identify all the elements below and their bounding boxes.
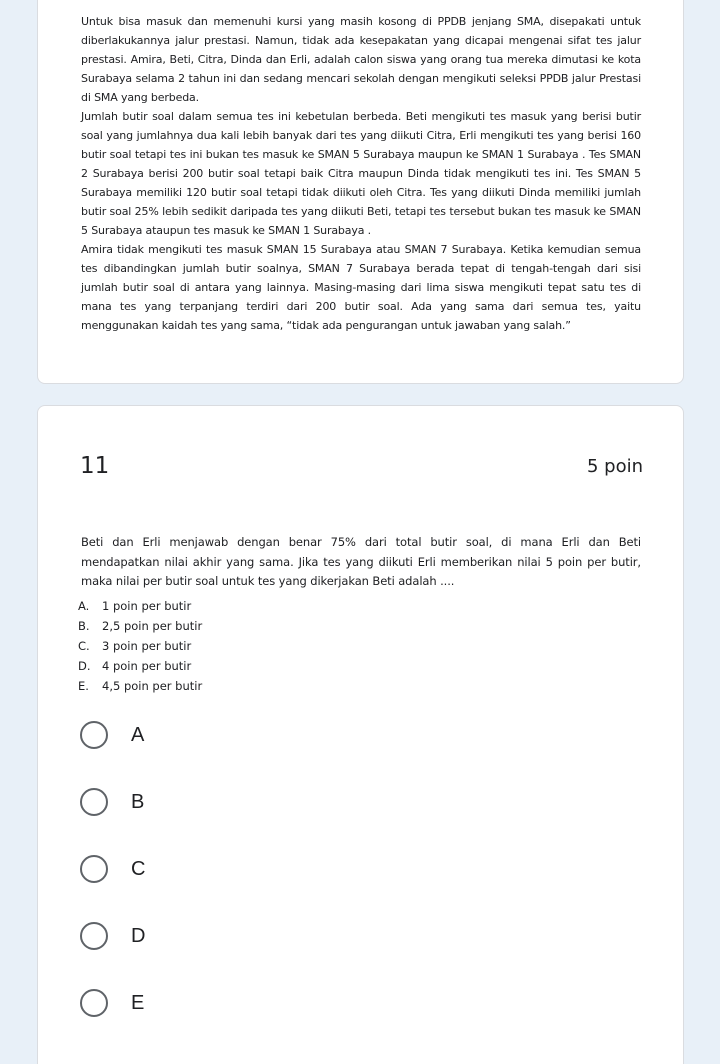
question-text: Beti dan Erli menjawab dengan benar 75% dari total butir soal, di mana Erli dan Beti mendapatkan nilai akhir yang sama. Jika tes yang diikuti Erli memberikan nilai 5 poin per butir, maka nilai per butir soal untuk tes yang dikerjakan Beti adalah .... <box>81 535 641 588</box>
choice-item <box>78 676 202 696</box>
question-card <box>37 405 684 1064</box>
choice-item <box>78 596 202 616</box>
radio-unchecked-icon[interactable] <box>80 855 108 883</box>
choice-text: 4,5 poin per butir <box>102 679 203 693</box>
choice-letter: C. <box>78 639 90 653</box>
question-number: 11 <box>80 453 110 479</box>
option-c[interactable] <box>80 852 145 886</box>
option-label: D <box>131 924 146 947</box>
option-a[interactable] <box>80 718 145 752</box>
radio-options <box>80 718 145 1053</box>
choice-item <box>78 656 202 676</box>
choice-text: 1 poin per butir <box>102 599 192 613</box>
choice-text: 3 poin per butir <box>102 639 192 653</box>
radio-unchecked-icon[interactable] <box>80 788 108 816</box>
passage-paragraph-3: Amira tidak mengikuti tes masuk SMAN 15 Surabaya atau SMAN 7 Surabaya. Ketika kemudian semua tes dibandingkan jumlah butir soalnya, SMAN 7 Surabaya berada tepat di tengah-tengah dari sisi jumlah butir soal di antara yang lainnya. Masing-masing dari lima siswa mengikuti tepat satu tes di mana tes yang terpanjang terdiri dari 200 butir soal. Ada yang sama dari semua tes, yaitu menggunakan kaidah tes yang sama, “tidak ada pengurangan untuk jawaban yang salah.” <box>81 243 641 332</box>
option-label: C <box>131 857 146 880</box>
passage-text <box>81 12 641 335</box>
choice-letter: A. <box>78 599 90 613</box>
radio-unchecked-icon[interactable] <box>80 721 108 749</box>
option-label: E <box>131 991 145 1014</box>
passage-paragraph-2: Jumlah butir soal dalam semua tes ini kebetulan berbeda. Beti mengikuti tes masuk yang berisi butir soal yang jumlahnya dua kali lebih banyak dari tes yang diikuti Citra, Erli mengikuti tes yang berisi 160 butir soal tetapi tes ini bukan tes masuk ke SMAN 5 Surabaya maupun ke SMAN 1 Surabaya . Tes SMAN 2 Surabaya berisi 200 butir soal tetapi baik Citra maupun Dinda tidak mengikuti tes ini. Tes SMAN 5 Surabaya memiliki 120 butir soal tetapi tidak diikuti oleh Citra. Tes yang diikuti Dinda memiliki jumlah butir soal 25% lebih sedikit daripada tes yang diikuti Beti, tetapi tes tersebut bukan tes masuk ke SMAN 5 Surabaya ataupun tes masuk ke SMAN 1 Surabaya . <box>81 110 641 237</box>
choice-text: 2,5 poin per butir <box>102 619 203 633</box>
option-e[interactable] <box>80 986 145 1020</box>
option-b[interactable] <box>80 785 145 819</box>
choice-item <box>78 636 202 656</box>
choice-letter: B. <box>78 619 90 633</box>
option-d[interactable] <box>80 919 145 953</box>
passage-paragraph-1: Untuk bisa masuk dan memenuhi kursi yang masih kosong di PPDB jenjang SMA, disepakati untuk diberlakukannya jalur prestasi. Namun, tidak ada kesepakatan yang dicapai mengenai sifat tes jalur prestasi. Amira, Beti, Citra, Dinda dan Erli, adalah calon siswa yang orang tua mereka dimutasi ke kota Surabaya selama 2 tahun ini dan sedang mencari sekolah dengan mengikuti seleksi PPDB jalur Prestasi di SMA yang berbeda. <box>81 15 641 104</box>
choice-text: 4 poin per butir <box>102 659 192 673</box>
choice-item <box>78 616 202 636</box>
passage-card <box>37 0 684 384</box>
option-label: A <box>131 723 145 746</box>
radio-unchecked-icon[interactable] <box>80 989 108 1017</box>
choice-letter: D. <box>78 659 91 673</box>
question-points: 5 poin <box>586 456 643 477</box>
radio-unchecked-icon[interactable] <box>80 922 108 950</box>
answer-choices-list <box>78 596 202 696</box>
choice-letter: E. <box>78 679 89 693</box>
option-label: B <box>131 790 145 813</box>
